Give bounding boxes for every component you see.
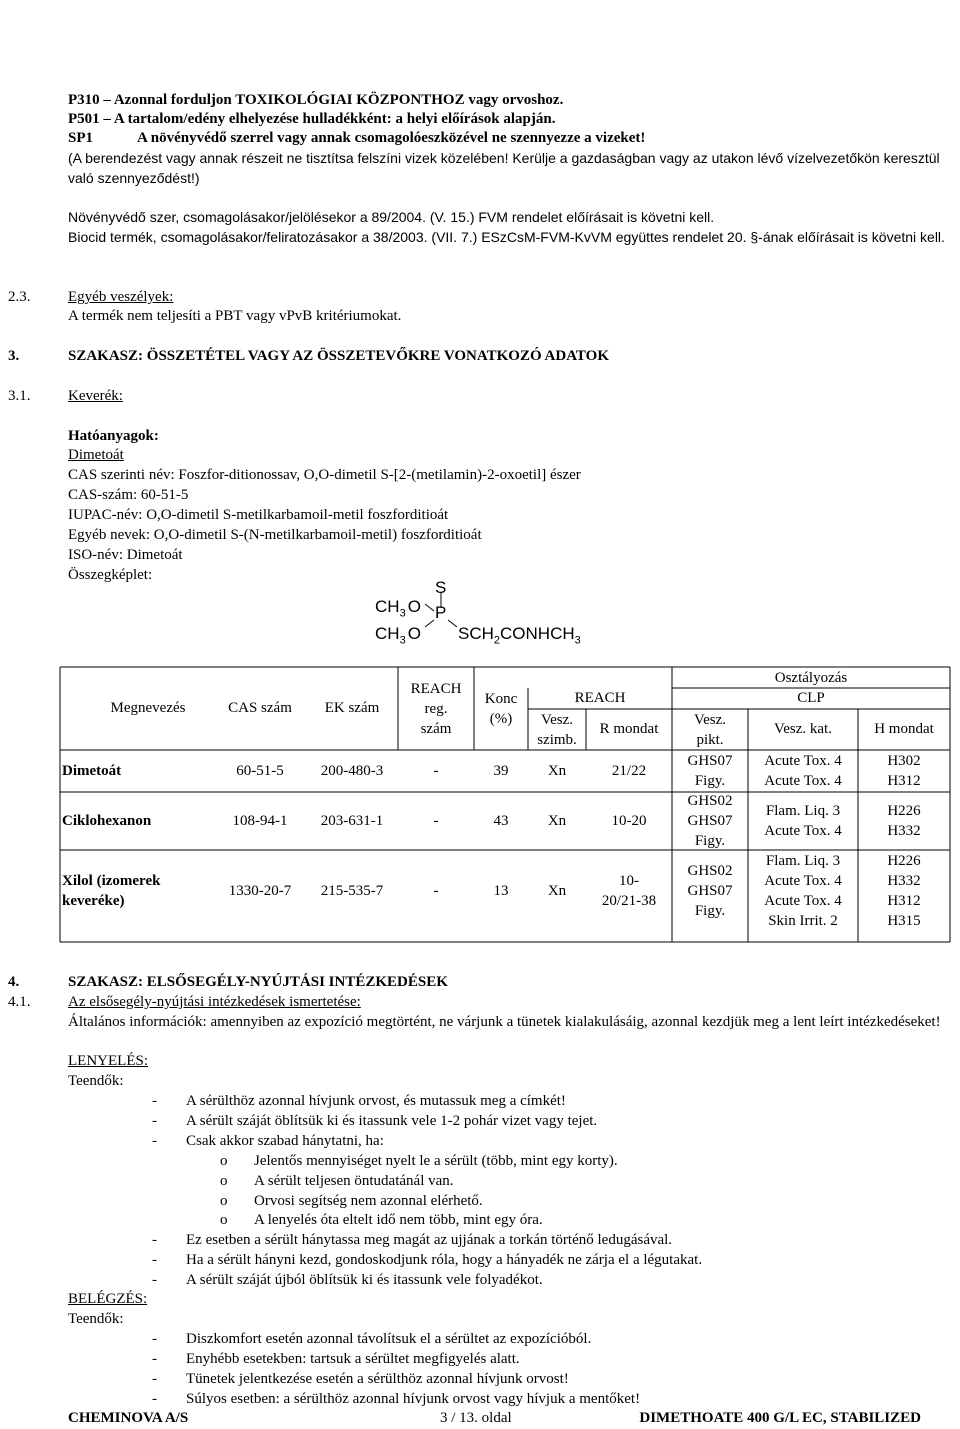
sub-list-bullet: o bbox=[220, 1153, 228, 1169]
list-bullet: - bbox=[152, 1331, 157, 1347]
cell-hazard-symbol: Xn bbox=[547, 813, 567, 829]
ingestion-heading: LENYELÉS: bbox=[68, 1053, 148, 1069]
formula-sulfur: S bbox=[435, 578, 447, 597]
column-header-h-statement: H mondat bbox=[874, 721, 934, 737]
cell-hazard-symbol: Xn bbox=[547, 883, 567, 899]
list-bullet: - bbox=[152, 1371, 157, 1387]
column-header-konc: Konc (%) bbox=[484, 691, 518, 727]
section-number: 2.3. bbox=[8, 289, 31, 305]
cell-r-phrase: 10- 20/21-38 bbox=[601, 873, 657, 909]
list-item: Diszkomfort esetén azonnal távolítsuk el a sérültet az expozícióból. bbox=[186, 1331, 592, 1347]
cell-name: Ciklohexanon bbox=[62, 813, 152, 829]
list-item: Ez esetben a sérült hánytassa meg magát az ujjának a torkán történő ledugásával. bbox=[186, 1232, 673, 1248]
list-bullet: - bbox=[152, 1113, 157, 1129]
cell-hazard-symbol: Xn bbox=[547, 763, 567, 779]
tasks-label: Teendők: bbox=[68, 1073, 124, 1089]
cell-pictogram: GHS02 GHS07 Figy. bbox=[687, 793, 733, 849]
general-info: Általános információk: amennyiben az expozíció megtörtént, ne várjunk a tünetek kialakulásáig, azonnal kezdjük meg a lent leírt intézkedéseket! bbox=[68, 1014, 941, 1030]
cas-name: CAS szerinti név: Foszfor-ditionossav, O,O-dimetil S-[2-(metilamin)-2-oxoetil] észer bbox=[68, 467, 581, 483]
section-title: Egyéb veszélyek: bbox=[68, 289, 174, 305]
list-item: A sérült száját öblítsük ki és itassunk vele 1-2 pohár vizet vagy tejet. bbox=[186, 1113, 598, 1129]
section-number: 3. bbox=[8, 348, 20, 364]
list-bullet: - bbox=[152, 1232, 157, 1248]
footer-page-number: 3 / 13. oldal bbox=[440, 1410, 512, 1426]
list-bullet: - bbox=[152, 1093, 157, 1109]
column-header-clp: CLP bbox=[797, 690, 825, 706]
list-bullet: - bbox=[152, 1133, 157, 1149]
header-url[interactable]: http://www.biztonsagiadatlap.hu bbox=[746, 21, 954, 38]
plant-protection-note: Növényvédő szer, csomagolásakor/jelölésekor a 89/2004. (V. 15.) FVM rendelet előírásait is követni kell. bbox=[68, 209, 715, 225]
cell-pictogram: GHS02 GHS07 Figy. bbox=[687, 863, 733, 919]
sub-list-bullet: o bbox=[220, 1193, 228, 1209]
biocide-note: Biocid termék, csomagolásakor/feliratozásakor a 38/2003. (VII. 7.) ESzCsM-FVM-KvVM együttes rendelet 20. §-ának előírásait is követni kell. bbox=[68, 229, 945, 245]
column-header-reach-reg: REACH reg. szám bbox=[410, 681, 462, 737]
statement-sp1-code: SP1 bbox=[68, 130, 94, 146]
cell-reach-reg: - bbox=[433, 883, 439, 899]
statement-p310: P310 – Azonnal forduljon TOXIKOLÓGIAI KÖZPONTHOZ vagy orvoshoz. bbox=[68, 92, 564, 108]
sub-list-item: A sérült teljesen öntudatánál van. bbox=[254, 1173, 454, 1189]
list-item: Enyhébb esetekben: tartsuk a sérültet megfigyelés alatt. bbox=[186, 1351, 520, 1367]
list-item: Súlyos esetben: a sérülthöz azonnal hívjunk orvost vagy hívjuk a mentőket! bbox=[186, 1391, 641, 1407]
formula-methoxy-2: $CH_3$ O bbox=[375, 624, 421, 647]
list-bullet: - bbox=[152, 1252, 157, 1268]
statement-sp1-text: A növényvédő szerrel vagy annak csomagolóeszközével ne szennyezze a vizeket! bbox=[137, 130, 646, 146]
subsection-title: Az elsősegély-nyújtási intézkedések ismertetése: bbox=[68, 994, 361, 1010]
section-title: SZAKASZ: ELSŐSEGÉLY-NYÚJTÁSI INTÉZKEDÉSEK bbox=[68, 974, 448, 990]
review-date: Felülvizsgálat időpontja: - bbox=[8, 21, 176, 38]
cell-ek: 200-480-3 bbox=[320, 763, 384, 779]
column-header-classification: Osztályozás bbox=[774, 670, 848, 686]
cell-r-phrase: 21/22 bbox=[611, 763, 647, 779]
formula-methoxy-1: $CH_3$ O bbox=[375, 597, 421, 620]
formula-phosphorus: P bbox=[435, 603, 447, 622]
list-item: A sérült száját újból öblítsük ki és itassunk vele folyadékot. bbox=[186, 1272, 543, 1288]
cell-konc: 43 bbox=[493, 813, 509, 829]
formula-label: Összegképlet: bbox=[68, 567, 153, 583]
list-item: Tünetek jelentkezése esetén a sérülthöz azonnal hívjunk orvost! bbox=[186, 1371, 569, 1387]
cell-h-statement: H226 H332 H312 H315 bbox=[887, 853, 921, 929]
inhalation-tasks-label: Teendők: bbox=[68, 1311, 124, 1327]
active-ingredients-heading: Hatóanyagok: bbox=[68, 428, 159, 444]
inhalation-heading: BELÉGZÉS: bbox=[68, 1291, 148, 1307]
statement-sp1-note: (A berendezést vagy annak részeit ne tisztítsa felszíni vizek közelében! Kerülje a gazdaságban vagy az utakon lévő vízelvezetőkön keresztül való szennyeződést!) bbox=[68, 150, 940, 186]
pbt-statement: A termék nem teljesíti a PBT vagy vPvB kritériumokat. bbox=[68, 308, 402, 324]
cell-konc: 39 bbox=[493, 763, 509, 779]
cell-cas: 1330-20-7 bbox=[228, 883, 292, 899]
sub-list-bullet: o bbox=[220, 1173, 228, 1189]
cell-cas: 108-94-1 bbox=[232, 813, 288, 829]
cell-reach-reg: - bbox=[433, 813, 439, 829]
cell-ek: 203-631-1 bbox=[320, 813, 384, 829]
formula-side-chain: $SCH_2CONHCH_3$ bbox=[458, 624, 581, 647]
list-item: A sérülthöz azonnal hívjunk orvost, és mutassuk meg a címkét! bbox=[186, 1093, 566, 1109]
column-header-pictogram: Vesz. pikt. bbox=[693, 712, 727, 748]
list-item: Ha a sérült hányni kezd, gondoskodjunk róla, hogy a hányadék ne zárja el a légutakat. bbox=[186, 1252, 703, 1268]
cell-h-statement: H226 H332 bbox=[887, 803, 921, 839]
created-date: Elkészítés időpontja: 2013. március 26. bbox=[8, 1, 261, 18]
other-names: Egyéb nevek: O,O-dimetil S-(N-metilkarbamoil-metil) foszforditioát bbox=[68, 527, 482, 543]
cell-konc: 13 bbox=[493, 883, 509, 899]
footer-company: CHEMINOVA A/S bbox=[68, 1410, 189, 1426]
cell-name: Dimetoát bbox=[62, 763, 122, 779]
statement-p501: P501 – A tartalom/edény elhelyezése hulladékként: a helyi előírások alapján. bbox=[68, 111, 556, 127]
subsection-title: Keverék: bbox=[68, 388, 123, 404]
cell-r-phrase: 10-20 bbox=[611, 813, 647, 829]
list-bullet: - bbox=[152, 1351, 157, 1367]
cell-cas: 60-51-5 bbox=[236, 763, 284, 779]
column-header-hazard-symbol: Vesz. szimb. bbox=[537, 712, 577, 748]
sub-list-item: A lenyelés óta eltelt idő nem több, mint egy óra. bbox=[254, 1212, 543, 1228]
column-header-r-phrase: R mondat bbox=[599, 721, 659, 737]
list-item: Csak akkor szabad hánytatni, ha: bbox=[186, 1133, 384, 1149]
cell-hazard-category: Flam. Liq. 3 Acute Tox. 4 bbox=[764, 803, 842, 839]
list-bullet: - bbox=[152, 1272, 157, 1288]
cell-reach-reg: - bbox=[433, 763, 439, 779]
cell-pictogram: GHS07 Figy. bbox=[687, 753, 733, 789]
column-header-reach: REACH bbox=[574, 690, 626, 706]
column-header-ek: EK szám bbox=[324, 700, 380, 716]
list-bullet: - bbox=[152, 1391, 157, 1407]
iso-name: ISO-név: Dimetoát bbox=[68, 547, 183, 563]
cell-hazard-category: Flam. Liq. 3 Acute Tox. 4 Acute Tox. 4 Skin Irrit. 2 bbox=[764, 853, 842, 929]
column-header-cas: CAS szám bbox=[228, 700, 292, 716]
footer-product: DIMETHOATE 400 G/L EC, STABILIZED bbox=[639, 1410, 921, 1426]
cell-name: Xilol (izomerek keveréke) bbox=[62, 873, 161, 909]
version-number: Verziószám: 1 bbox=[8, 40, 100, 57]
cas-number: CAS-szám: 60-51-5 bbox=[68, 487, 189, 503]
cell-hazard-category: Acute Tox. 4 Acute Tox. 4 bbox=[764, 753, 842, 789]
column-header-hazard-category: Vesz. kat. bbox=[774, 721, 832, 737]
column-header-name: Megnevezés bbox=[110, 700, 186, 716]
subsection-number: 3.1. bbox=[8, 388, 31, 404]
iupac-name: IUPAC-név: O,O-dimetil S-metilkarbamoil-metil foszforditioát bbox=[68, 507, 449, 523]
sub-list-bullet: o bbox=[220, 1212, 228, 1228]
sub-list-item: Orvosi segítség nem azonnal elérhető. bbox=[254, 1193, 483, 1209]
section-number: 4. bbox=[8, 974, 20, 990]
active-ingredient-name: Dimetoát bbox=[68, 447, 124, 463]
cell-h-statement: H302 H312 bbox=[887, 753, 921, 789]
cell-ek: 215-535-7 bbox=[320, 883, 384, 899]
sub-list-item: Jelentős mennyiséget nyelt le a sérült (több, mint egy korty). bbox=[254, 1153, 618, 1169]
subsection-number: 4.1. bbox=[8, 994, 31, 1010]
section-title: SZAKASZ: ÖSSZETÉTEL VAGY AZ ÖSSZETEVŐKRE VONATKOZÓ ADATOK bbox=[68, 348, 609, 364]
